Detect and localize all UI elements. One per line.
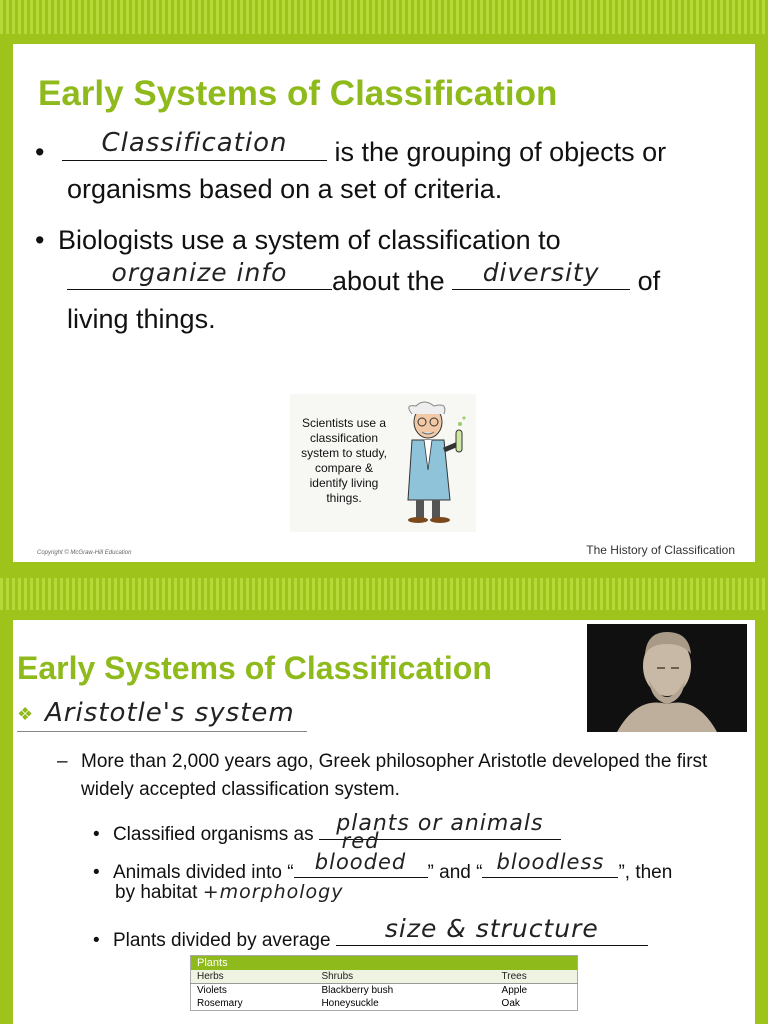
bullet-mark: •	[93, 824, 100, 845]
bullet-mark: •	[93, 930, 100, 951]
sub-item-3	[93, 916, 753, 955]
handwritten-heading-text: Aristotle's system	[45, 698, 295, 728]
sub-item-2-text-c: ”, then	[618, 862, 673, 883]
table-row	[191, 997, 578, 1011]
footer-title: The History of Classification	[586, 543, 735, 557]
answer-blank-bloodless	[482, 850, 618, 878]
handwritten-answer: red blooded	[314, 829, 407, 874]
slide-2	[13, 620, 755, 1024]
slide-1-title: Early Systems of Classification	[38, 74, 558, 113]
diamond-bullet-icon: ❖	[17, 704, 34, 724]
sub-item-2-line-2	[115, 878, 515, 907]
bullet-mark: •	[35, 225, 45, 255]
bullet-mark: •	[35, 137, 45, 167]
bullet-mark: •	[93, 862, 100, 883]
answer-blank-classification	[62, 128, 327, 161]
answer-blank-diversity	[452, 260, 630, 290]
table-cell: Honeysuckle	[321, 998, 379, 1009]
handwritten-answer: plants or animals	[336, 811, 544, 836]
sub-item-2-text-b: ” and “	[427, 862, 483, 883]
handwritten-answer: Classification	[101, 128, 288, 158]
handwritten-addition: +morphology	[202, 881, 344, 903]
answer-blank-organize	[67, 260, 332, 290]
bullet-2-mid: about the	[332, 266, 453, 296]
table-header-herbs: Herbs	[191, 970, 316, 984]
copyright-text: Copyright © McGraw-Hill Education	[37, 550, 132, 556]
handwritten-answer: organize info	[111, 258, 288, 287]
scientist-illustration	[290, 394, 476, 532]
slide-2-title: Early Systems of Classification	[17, 650, 492, 686]
slide-1	[13, 44, 755, 562]
table-header-shrubs: Shrubs	[315, 970, 495, 984]
handwritten-answer: diversity	[482, 258, 600, 287]
dash-mark: –	[57, 751, 68, 772]
dash-item-text: More than 2,000 years ago, Greek philosopher Aristotle developed the first widely accepted classification system.	[81, 751, 708, 800]
table-cell: Apple	[501, 985, 528, 996]
handwritten-answer: size & structure	[384, 914, 599, 943]
bullet-2	[35, 221, 745, 260]
plants-table-title: Plants	[191, 956, 578, 971]
bullet-2-line-2	[67, 260, 747, 301]
decorative-stripe-middle	[0, 578, 768, 610]
bullet-2-end: of	[630, 266, 661, 296]
bullet-2-line-3: living things.	[67, 304, 216, 334]
sub-item-3-text: Plants divided by average	[112, 930, 336, 951]
table-row	[191, 984, 578, 998]
table-cell: Rosemary	[197, 998, 243, 1009]
bullet-1-line-2: organisms based on a set of criteria.	[67, 174, 503, 204]
sub-item-1-text: Classified organisms as	[112, 824, 319, 845]
table-cell: Blackberry bush	[321, 985, 394, 996]
decorative-stripe-top	[0, 0, 768, 34]
handwritten-answer: bloodless	[496, 850, 605, 874]
bullet-2-text: Biologists use a system of classification to	[57, 225, 561, 255]
bullet-1-text: is the grouping of objects or	[326, 137, 667, 167]
table-cell: Oak	[501, 998, 520, 1009]
bullet-1	[35, 128, 745, 172]
handwritten-heading	[17, 698, 307, 732]
table-cell: Violets	[197, 985, 227, 996]
aristotle-bust-image	[587, 624, 747, 732]
answer-blank-red-blooded	[294, 829, 428, 878]
sub-item-2-text-d: by habitat	[115, 882, 198, 903]
sub-item-2-text-a: Animals divided into “	[112, 862, 294, 883]
answer-blank-size-structure	[336, 916, 648, 946]
scientist-icon	[394, 400, 474, 530]
plants-table	[190, 955, 578, 1011]
scientist-callout-text: Scientists use a classification system to study, compare & identify living things.	[301, 416, 387, 505]
table-header-trees: Trees	[496, 970, 578, 984]
dash-item	[57, 748, 747, 804]
